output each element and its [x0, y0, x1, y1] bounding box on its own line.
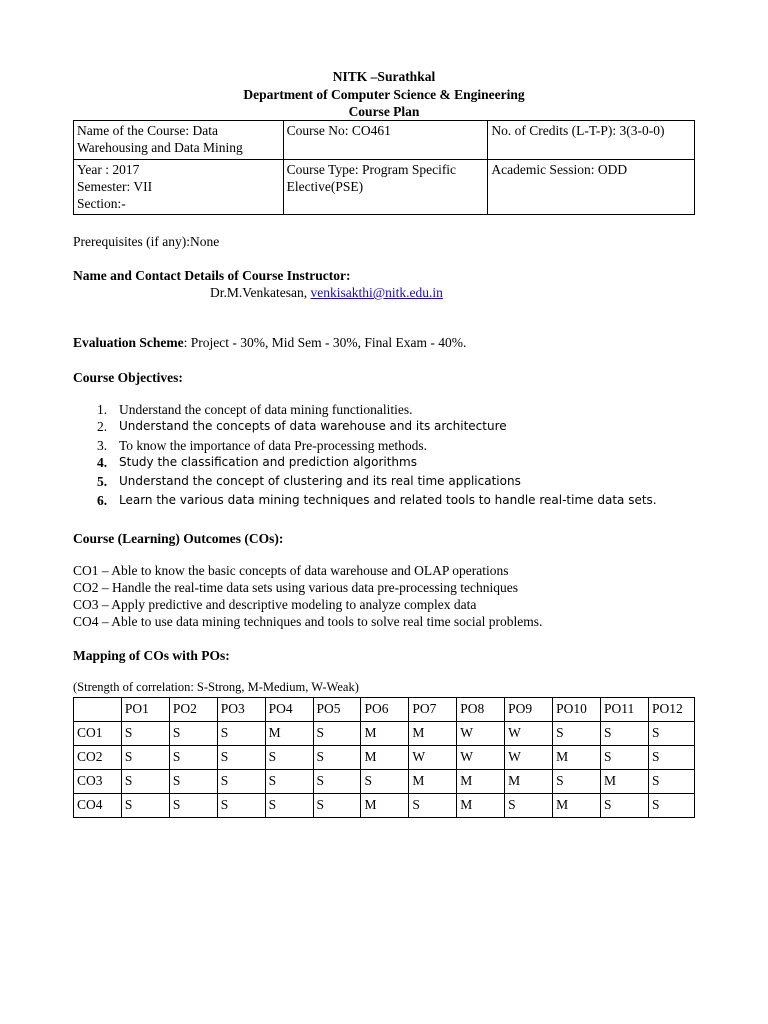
table-cell: S — [648, 770, 694, 794]
session-cell: Academic Session: ODD — [488, 160, 695, 215]
table-cell: S — [648, 722, 694, 746]
mapping-heading: Mapping of COs with POs: — [73, 648, 230, 663]
table-cell: S — [121, 722, 169, 746]
table-header-cell: PO1 — [121, 698, 169, 722]
list-text: Learn the various data mining techniques and related tools to handle real-time data sets. — [119, 493, 657, 507]
table-cell: S — [265, 770, 313, 794]
table-cell: M — [265, 722, 313, 746]
table-header-cell: PO10 — [553, 698, 601, 722]
table-cell: S — [217, 770, 265, 794]
table-row — [74, 770, 695, 794]
mapping-table-body — [74, 698, 695, 818]
table-cell: S — [553, 722, 601, 746]
course-info-table — [73, 120, 695, 215]
table-cell: S — [313, 746, 361, 770]
instructor-contact — [210, 285, 443, 301]
course-type-cell: Course Type: Program Specific Elective(PSE) — [283, 160, 488, 215]
table-cell: M — [361, 746, 409, 770]
list-text: Understand the concepts of data warehouse and its architecture — [119, 419, 507, 433]
table-cell: S — [121, 746, 169, 770]
list-number: 5. — [97, 474, 108, 489]
table-cell: M — [361, 794, 409, 818]
table-header-cell: PO11 — [601, 698, 649, 722]
list-number: 3. — [97, 438, 108, 453]
table-cell: S — [217, 794, 265, 818]
table-header-cell: PO5 — [313, 698, 361, 722]
table-cell: S — [601, 794, 649, 818]
list-number: 4. — [97, 455, 108, 470]
table-cell: M — [553, 746, 601, 770]
row-label-cell: CO2 — [74, 746, 122, 770]
instructor-heading: Name and Contact Details of Course Instructor: — [73, 268, 351, 283]
table-cell: S — [217, 722, 265, 746]
table-cell: S — [409, 794, 457, 818]
table-cell: M — [505, 770, 553, 794]
prerequisites-text: Prerequisites (if any):None — [73, 234, 220, 249]
table-header-cell: PO3 — [217, 698, 265, 722]
list-text: Understand the concept of clustering and its real time applications — [119, 474, 521, 488]
outcome-co4: CO4 – Able to use data mining techniques and tools to solve real time social problems. — [73, 614, 543, 629]
table-cell: W — [457, 722, 505, 746]
table-cell: M — [457, 770, 505, 794]
year-semester-cell — [74, 160, 284, 215]
table-cell: S — [553, 770, 601, 794]
table-header-cell: PO9 — [505, 698, 553, 722]
table-row — [74, 746, 695, 770]
row-label-cell: CO1 — [74, 722, 122, 746]
list-text: Understand the concept of data mining functionalities. — [119, 402, 413, 417]
table-cell: S — [169, 794, 217, 818]
table-corner-cell — [74, 698, 122, 722]
table-cell: S — [601, 746, 649, 770]
table-cell: M — [601, 770, 649, 794]
outcome-co2: CO2 – Handle the real-time data sets using various data pre-processing techniques — [73, 580, 518, 595]
objectives-heading: Course Objectives: — [73, 370, 183, 385]
instructor-email-link[interactable]: venkisakthi@nitk.edu.in — [310, 285, 443, 300]
table-cell: M — [409, 770, 457, 794]
table-cell: S — [121, 770, 169, 794]
table-cell: S — [313, 794, 361, 818]
table-cell: W — [505, 722, 553, 746]
table-cell: M — [553, 794, 601, 818]
evaluation-label: Evaluation Scheme — [73, 335, 184, 350]
table-cell: S — [313, 770, 361, 794]
list-text: To know the importance of data Pre-processing methods. — [119, 438, 427, 453]
table-cell: S — [313, 722, 361, 746]
table-header-cell: PO12 — [648, 698, 694, 722]
table-row — [74, 121, 695, 160]
table-cell: S — [648, 746, 694, 770]
credits-cell: No. of Credits (L-T-P): 3(3-0-0) — [488, 121, 695, 160]
correlation-note: (Strength of correlation: S-Strong, M-Medium, W-Weak) — [73, 680, 359, 694]
table-header-cell: PO6 — [361, 698, 409, 722]
co-po-mapping-table — [73, 697, 695, 818]
table-row — [74, 160, 695, 215]
table-cell: W — [505, 746, 553, 770]
evaluation-text: : Project - 30%, Mid Sem - 30%, Final Exam - 40%. — [183, 335, 467, 350]
table-cell: S — [169, 746, 217, 770]
outcome-co3: CO3 – Apply predictive and descriptive modeling to analyze complex data — [73, 597, 477, 612]
document-title: Course Plan — [348, 104, 420, 119]
table-cell: M — [457, 794, 505, 818]
row-label-cell: CO3 — [74, 770, 122, 794]
course-name-cell: Name of the Course: Data Warehousing and Data Mining — [74, 121, 284, 160]
list-number: 1. — [97, 402, 108, 417]
list-number: 6. — [97, 493, 108, 508]
table-cell: S — [265, 794, 313, 818]
instructor-name: Dr.M.Venkatesan, — [210, 285, 311, 300]
table-header-cell: PO4 — [265, 698, 313, 722]
year-text: Year : 2017 — [77, 162, 140, 177]
table-cell: S — [265, 746, 313, 770]
table-header-row — [74, 698, 695, 722]
institute-title: NITK –Surathkal — [332, 69, 436, 84]
table-cell: S — [169, 722, 217, 746]
course-no-cell: Course No: CO461 — [283, 121, 488, 160]
table-row — [74, 722, 695, 746]
table-cell: S — [169, 770, 217, 794]
list-text: Study the classification and prediction algorithms — [119, 455, 417, 469]
evaluation-scheme — [73, 335, 466, 351]
row-label-cell: CO4 — [74, 794, 122, 818]
table-header-cell: PO7 — [409, 698, 457, 722]
table-cell: S — [217, 746, 265, 770]
list-number: 2. — [97, 419, 108, 434]
table-cell: S — [505, 794, 553, 818]
section-text: Section:- — [77, 196, 126, 211]
table-cell: W — [457, 746, 505, 770]
table-cell: M — [361, 722, 409, 746]
table-cell: S — [121, 794, 169, 818]
table-cell: S — [361, 770, 409, 794]
table-header-cell: PO2 — [169, 698, 217, 722]
table-cell: S — [601, 722, 649, 746]
table-cell: W — [409, 746, 457, 770]
table-cell: M — [409, 722, 457, 746]
semester-text: Semester: VII — [77, 179, 153, 194]
outcomes-heading: Course (Learning) Outcomes (COs): — [73, 531, 284, 546]
table-row — [74, 794, 695, 818]
table-header-cell: PO8 — [457, 698, 505, 722]
outcome-co1: CO1 – Able to know the basic concepts of data warehouse and OLAP operations — [73, 563, 509, 578]
department-title: Department of Computer Science & Engineering — [243, 87, 525, 102]
table-cell: S — [648, 794, 694, 818]
